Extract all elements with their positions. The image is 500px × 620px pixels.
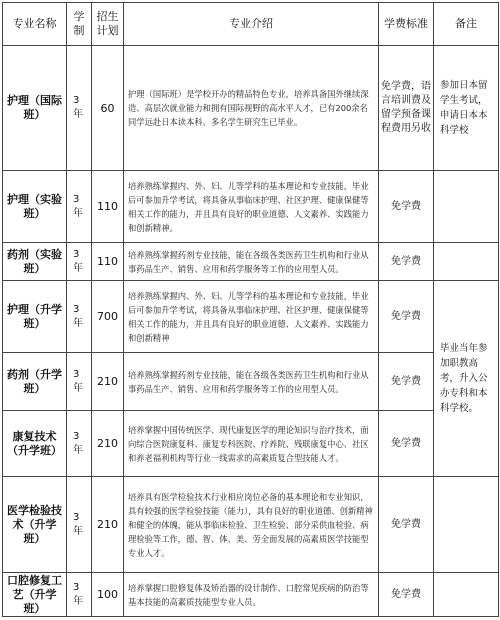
tuition-fee: 免学费 xyxy=(379,281,434,353)
tuition-fee: 免学费，语言培训费及留学预备课程费用另收 xyxy=(379,46,434,171)
table-row xyxy=(3,353,499,411)
major-name: 护理（实验班） xyxy=(3,171,67,243)
remark xyxy=(434,573,499,617)
major-intro: 培养熟练掌握药剂专业技能，能在各级各类医药卫生机构和行业从事药品生产、销售、应用和药学服务等工作的应用型人员。 xyxy=(124,353,379,411)
table-row xyxy=(3,171,499,243)
major-name: 药剂（升学班） xyxy=(3,353,67,411)
table-row xyxy=(3,411,499,477)
major-intro: 培养熟练掌握内、外、妇、儿等学科的基本理论和专业技能，毕业后可参加升学考试，将具备从事临床护理、社区护理、健康保健等相关工作的能力，并且具有良好的职业道德、人文素养、实践能力和创新精神 xyxy=(124,281,379,353)
major-intro: 培养掌握口腔修复体及矫治器的设计制作、口腔常见疾病的防治等基本技能的高素质技能型专业人员。 xyxy=(124,573,379,617)
remark xyxy=(434,243,499,281)
tuition-fee: 免学费 xyxy=(379,243,434,281)
enrollment-plan: 700 xyxy=(92,281,124,353)
header-note: 备注 xyxy=(434,3,499,46)
major-name: 康复技术（升学班） xyxy=(3,411,67,477)
study-years: 3年 xyxy=(67,411,92,477)
tuition-fee: 免学费 xyxy=(379,353,434,411)
table-row xyxy=(3,243,499,281)
enrollment-plan: 210 xyxy=(92,411,124,477)
header-intro: 专业介绍 xyxy=(124,3,379,46)
major-intro: 培养熟练掌握内、外、妇、儿等学科的基本理论和专业技能，毕业后可参加升学考试，将具备从事临床护理、社区护理、健康保健等相关工作的能力，并且具有良好的职业道德、人文素养、实践能力和创新精神。 xyxy=(124,171,379,243)
header-fee: 学费标准 xyxy=(379,3,434,46)
study-years: 3年 xyxy=(67,353,92,411)
tuition-fee: 免学费 xyxy=(379,171,434,243)
header-row xyxy=(3,3,499,46)
study-years: 3年 xyxy=(67,573,92,617)
header-name: 专业名称 xyxy=(3,3,67,46)
tuition-fee: 免学费 xyxy=(379,477,434,573)
enrollment-plan: 100 xyxy=(92,573,124,617)
remark: 毕业当年参加职教高考，升入公办专科和本科学校。 xyxy=(434,281,499,477)
major-name: 医学检验技术（升学班） xyxy=(3,477,67,573)
major-name: 护理（国际班） xyxy=(3,46,67,171)
table-row xyxy=(3,477,499,573)
major-intro: 培养掌握中国传统医学、现代康复医学的理论知识与治疗技术，面向综合医院康复科、康复专科医院、疗养院、残联康复中心、社区和养老福利机构等行业一线需求的高素质复合型技能人才。 xyxy=(124,411,379,477)
remark: 参加日本留学生考试，申请日本本科学校 xyxy=(434,46,499,171)
study-years: 3年 xyxy=(67,46,92,171)
enrollment-plan: 60 xyxy=(92,46,124,171)
enrollment-plan: 110 xyxy=(92,243,124,281)
study-years: 3年 xyxy=(67,243,92,281)
table-row xyxy=(3,573,499,617)
remark xyxy=(434,171,499,243)
major-intro: 护理（国际班）是学校开办的精品特色专业，培养具备国外继续深造、高层次就业能力和拥有国际视野的高水平人才，已有200余名同学远赴日本读本科、多名学生研究生已毕业。 xyxy=(124,46,379,171)
study-years: 3年 xyxy=(67,281,92,353)
enrollment-plan: 210 xyxy=(92,477,124,573)
table-row xyxy=(3,46,499,171)
remark xyxy=(434,477,499,573)
tuition-fee: 免学费 xyxy=(379,411,434,477)
table-row xyxy=(3,281,499,353)
header-plan: 招生计划 xyxy=(92,3,124,46)
major-name: 口腔修复工艺（升学班） xyxy=(3,573,67,617)
major-intro: 培养具有医学检验技术行业相应岗位必备的基本理论和专业知识，具有较强的医学检验技能（能力），具有良好的职业道德、创新精神和健全的体魄，能从事临床检验、卫生检验、部分采供血检验、病理检验等工作，德、智、体、美、劳全面发展的高素质医学技能型专业人才。 xyxy=(124,477,379,573)
major-intro: 培养熟练掌握药剂专业技能，能在各级各类医药卫生机构和行业从事药品生产、销售、应用和药学服务等工作的应用型人员。 xyxy=(124,243,379,281)
study-years: 3年 xyxy=(67,171,92,243)
enrollment-plan: 210 xyxy=(92,353,124,411)
tuition-fee: 免学费 xyxy=(379,573,434,617)
header-years: 学制 xyxy=(67,3,92,46)
major-name: 药剂（实验班） xyxy=(3,243,67,281)
major-name: 护理（升学班） xyxy=(3,281,67,353)
study-years: 3年 xyxy=(67,477,92,573)
enrollment-plan: 110 xyxy=(92,171,124,243)
enrollment-table xyxy=(2,2,499,617)
